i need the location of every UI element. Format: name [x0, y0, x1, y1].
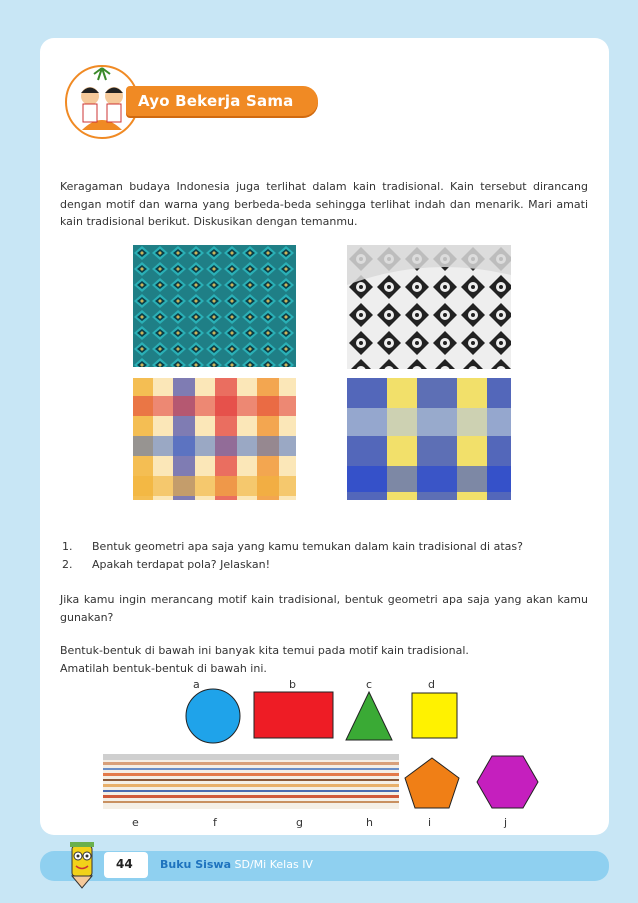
shapes-intro-line-1: Bentuk-bentuk di bawah ini banyak kita temui pada motif kain tradisional. — [60, 644, 469, 657]
label-j: j — [504, 816, 508, 829]
label-h: h — [366, 816, 373, 829]
footer-grade: SD/Mi Kelas IV — [231, 858, 313, 871]
label-a: a — [193, 678, 200, 691]
woven-strip-texture — [103, 754, 399, 809]
circle-shape — [186, 689, 240, 743]
label-g: g — [296, 816, 303, 829]
section-title: Ayo Bekerja Sama — [138, 92, 294, 110]
label-b: b — [289, 678, 296, 691]
hexagon-shape — [477, 756, 538, 808]
question-1-text: Bentuk geometri apa saja yang kamu temukan dalam kain tradisional di atas? — [92, 540, 523, 553]
label-d: d — [428, 678, 435, 691]
question-1-number: 1. — [62, 540, 73, 553]
triangle-shape — [346, 692, 392, 740]
footer-book-title — [160, 858, 313, 871]
footer-book-name: Buku Siswa — [160, 858, 232, 871]
rectangle-shape — [254, 692, 333, 738]
intro-paragraph: Keragaman budaya Indonesia juga terlihat dalam kain tradisional. Kain tersebut dirancang dengan motif dan warna yang berbeda-beda sehingga terlihat indah dan menarik. Mari amati kain tradisional berikut. Diskusikan dengan temanmu. — [60, 180, 588, 228]
label-e: e — [132, 816, 139, 829]
label-f: f — [213, 816, 217, 829]
design-paragraph: Jika kamu ingin merancang motif kain tradisional, bentuk geometri apa saja yang akan kamu gunakan? — [60, 593, 588, 624]
label-c: c — [366, 678, 373, 691]
shapes-intro-line-2: Amatilah bentuk-bentuk di bawah ini. — [60, 662, 267, 675]
square-shape — [412, 693, 457, 738]
question-2-number: 2. — [62, 558, 73, 571]
pentagon-shape — [405, 758, 459, 808]
pencil-mascot-icon — [58, 838, 118, 890]
label-i: i — [428, 816, 432, 829]
page-number: 44 — [116, 857, 133, 871]
question-2-text: Apakah terdapat pola? Jelaskan! — [92, 558, 270, 571]
